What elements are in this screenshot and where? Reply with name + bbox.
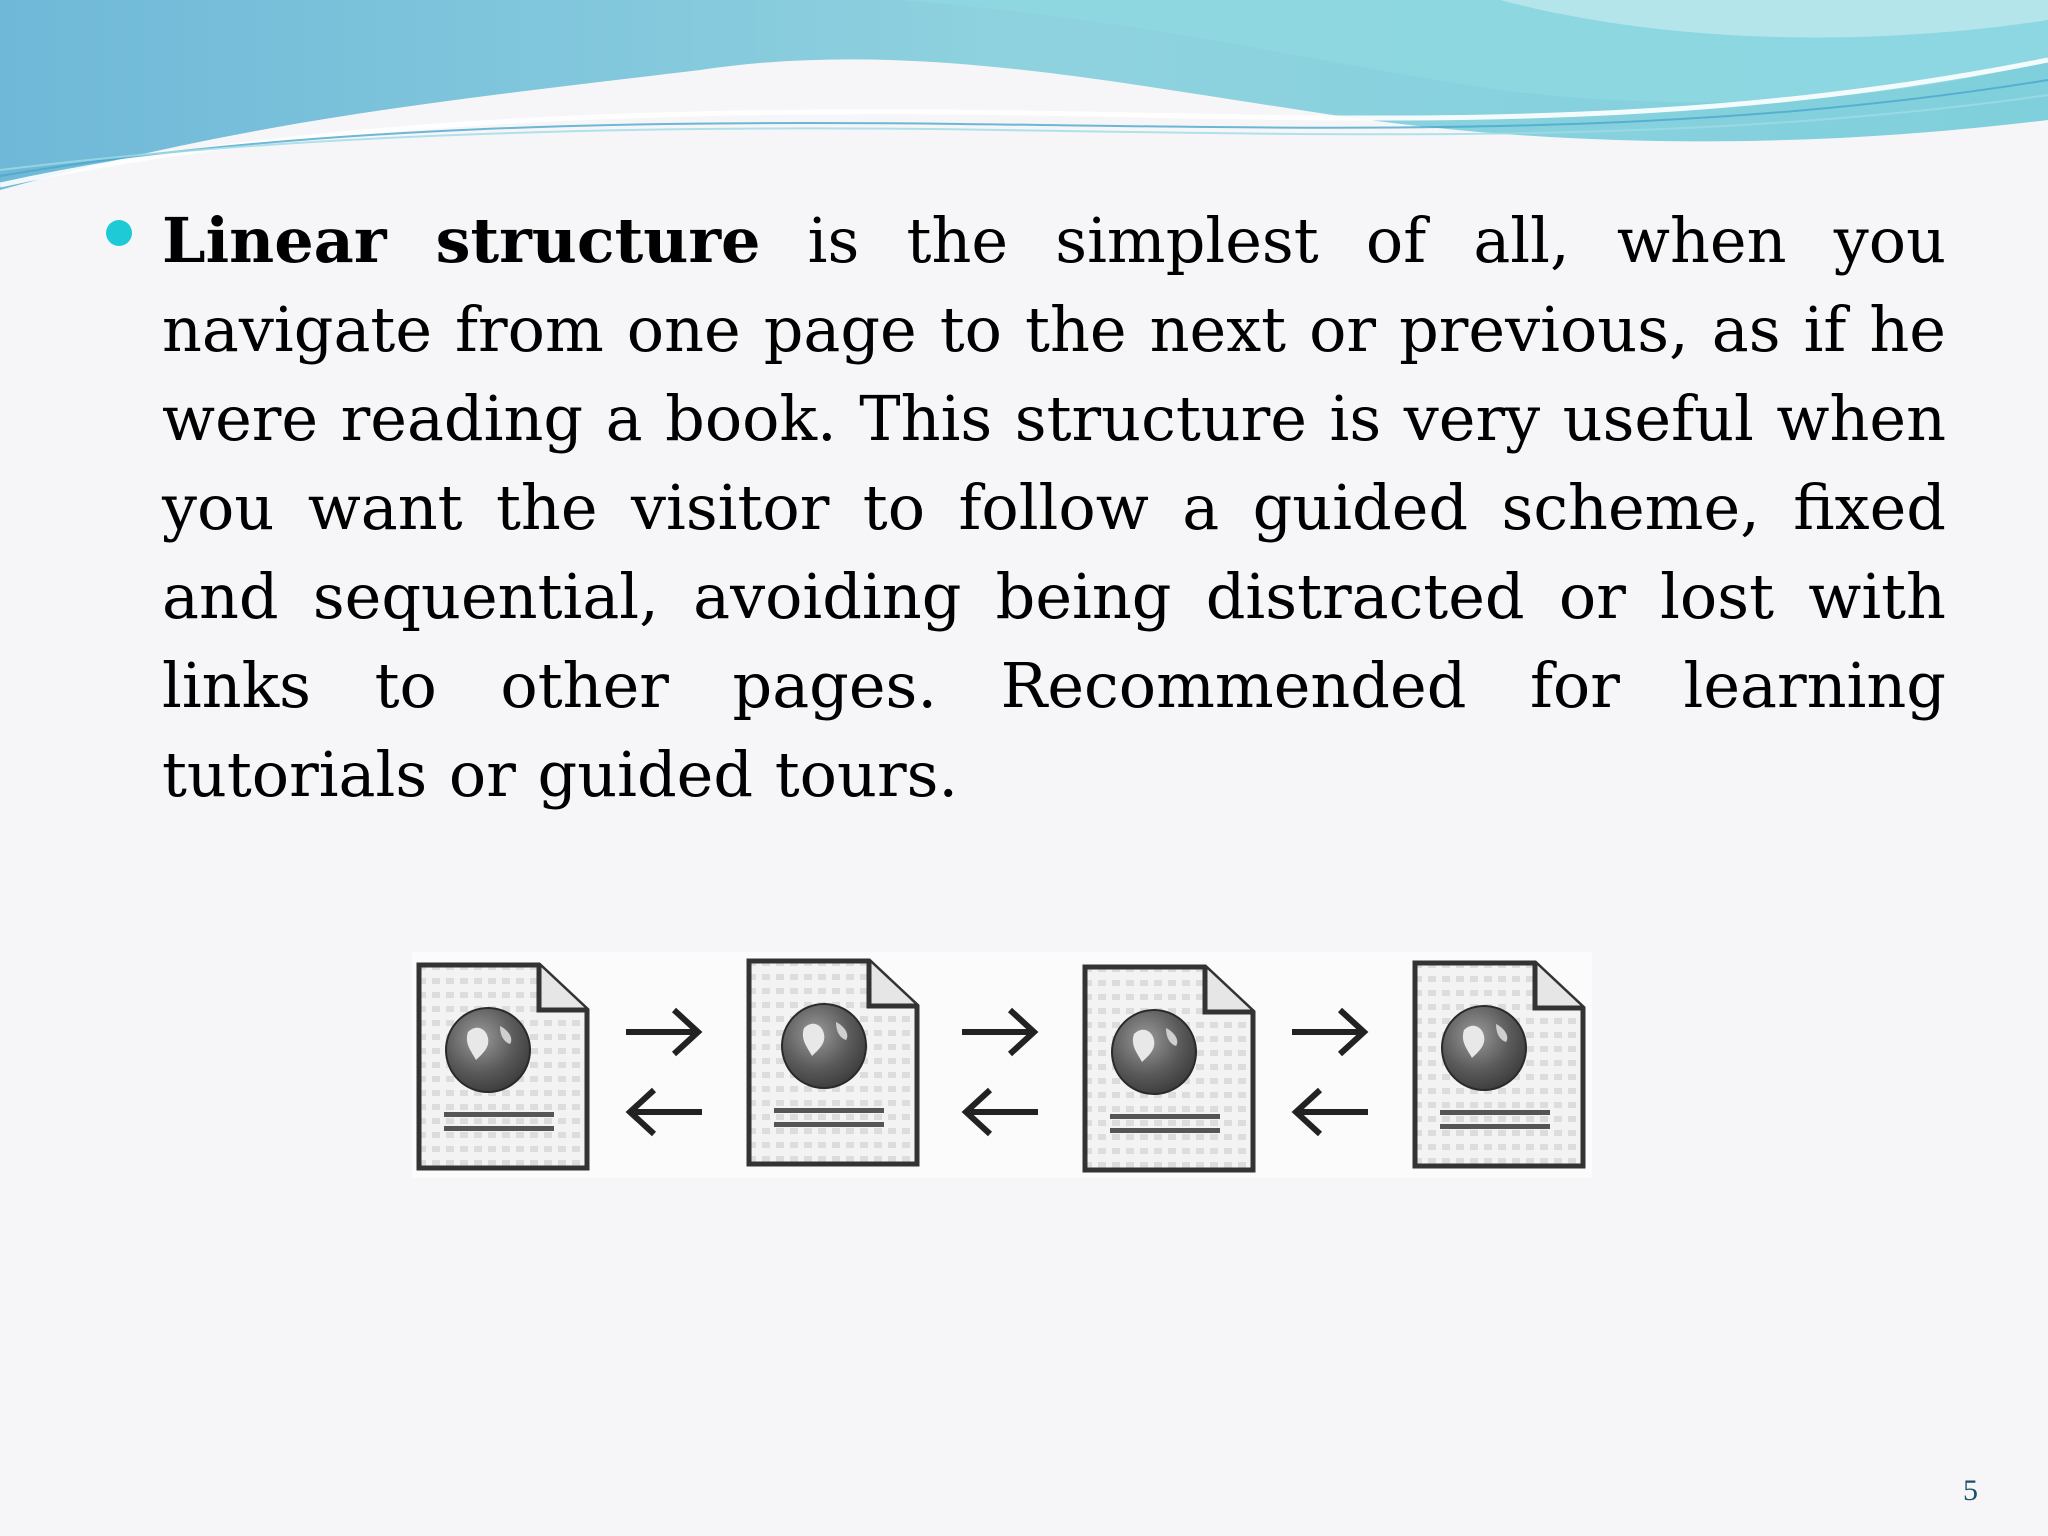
bullet-dot-icon xyxy=(106,220,132,246)
globe-page-icon xyxy=(416,962,592,1172)
bidirectional-arrows-icon xyxy=(950,982,1050,1142)
globe-page-icon xyxy=(746,958,922,1168)
bullet-text-block xyxy=(106,196,1946,819)
globe-page-icon xyxy=(1412,960,1588,1170)
paragraph-body: is the simplest of all, when you navigate from one page to the next or previous, as if he were reading a book. This structure is very useful when you want the visitor to follow a guided scheme, fixed and sequential, avoiding being distracted or lost with links to other pages. Recommended for learning tutorials or guided tours. xyxy=(162,204,1946,811)
bidirectional-arrows-icon xyxy=(614,982,714,1142)
lead-term: Linear structure xyxy=(162,204,761,277)
linear-structure-diagram xyxy=(412,952,1592,1178)
bidirectional-arrows-icon xyxy=(1280,982,1380,1142)
slide-number: 5 xyxy=(1963,1474,1978,1507)
description-paragraph xyxy=(162,196,1946,819)
globe-page-icon xyxy=(1082,964,1258,1174)
